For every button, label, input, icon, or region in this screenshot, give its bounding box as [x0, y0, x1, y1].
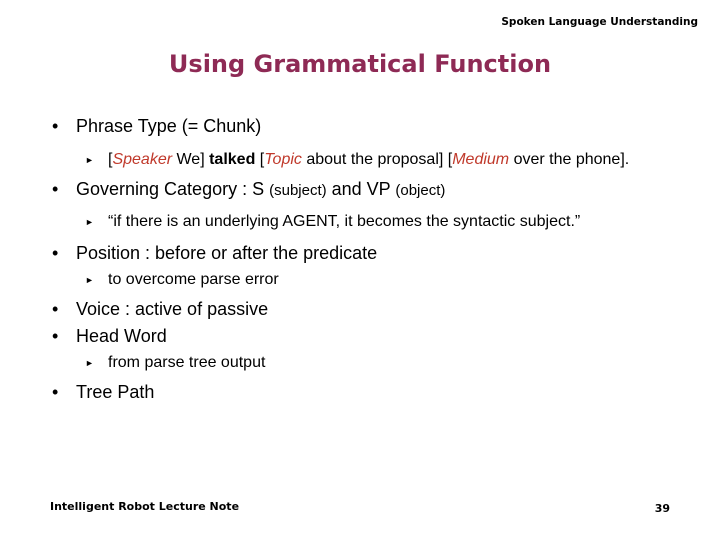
bullet-text: Tree Path: [76, 382, 155, 402]
course-header: Spoken Language Understanding: [501, 16, 698, 28]
role-medium: Medium: [452, 151, 510, 168]
arrow-icon: ►: [85, 275, 94, 285]
arrow-icon: ►: [85, 217, 94, 227]
bullet-icon: •: [52, 179, 59, 199]
role-topic: Topic: [264, 151, 302, 168]
sub-bullet-text: to overcome parse error: [108, 271, 279, 288]
arrow-icon: ►: [85, 155, 94, 165]
bullet-voice: [52, 297, 692, 321]
page-number: 39: [654, 502, 670, 515]
bullet-position: [52, 241, 692, 265]
bullet-text: Head Word: [76, 326, 167, 346]
predicate-talked: talked: [209, 151, 256, 168]
bullet-icon: •: [52, 243, 59, 263]
slide-title: Using Grammatical Function: [168, 50, 552, 78]
object-note: (object): [395, 182, 446, 199]
example-text: about the proposal] [: [301, 151, 453, 168]
role-speaker: Speaker: [112, 151, 173, 168]
bullet-head-word: [52, 324, 692, 348]
subject-note: (subject): [269, 182, 327, 199]
bullet-text: Voice : active of passive: [76, 299, 269, 319]
bullet-icon: •: [52, 382, 59, 402]
bullet-tree-path: [52, 380, 692, 404]
sub-bullet-parse-tree: [52, 354, 692, 372]
sub-bullet-text: “if there is an underlying AGENT, it becomes the syntactic subject.”: [108, 213, 581, 230]
bullet-governing-category: [52, 177, 692, 203]
bullet-icon: •: [52, 326, 59, 346]
example-text: We]: [172, 151, 210, 168]
bullet-phrase-type: [52, 114, 692, 138]
bullet-text: Position : before or after the predicate: [76, 243, 378, 263]
bullet-list: [52, 114, 692, 404]
sub-bullet-phrase-example: [52, 151, 692, 169]
sub-bullet-agent-quote: [52, 213, 692, 231]
bullet-text: Phrase Type (= Chunk): [76, 116, 262, 136]
footer-note: Intelligent Robot Lecture Note: [50, 500, 240, 513]
example-text: over the phone].: [509, 151, 630, 168]
bullet-icon: •: [52, 116, 59, 136]
sub-bullet-text: from parse tree output: [108, 354, 266, 371]
bullet-text-vp: and VP: [326, 179, 396, 199]
arrow-icon: ►: [85, 358, 94, 368]
sub-bullet-parse-error: [52, 271, 692, 289]
bullet-text: Governing Category : S: [76, 179, 270, 199]
bullet-icon: •: [52, 299, 59, 319]
example-text: [: [108, 151, 113, 168]
example-text: [: [255, 151, 265, 168]
